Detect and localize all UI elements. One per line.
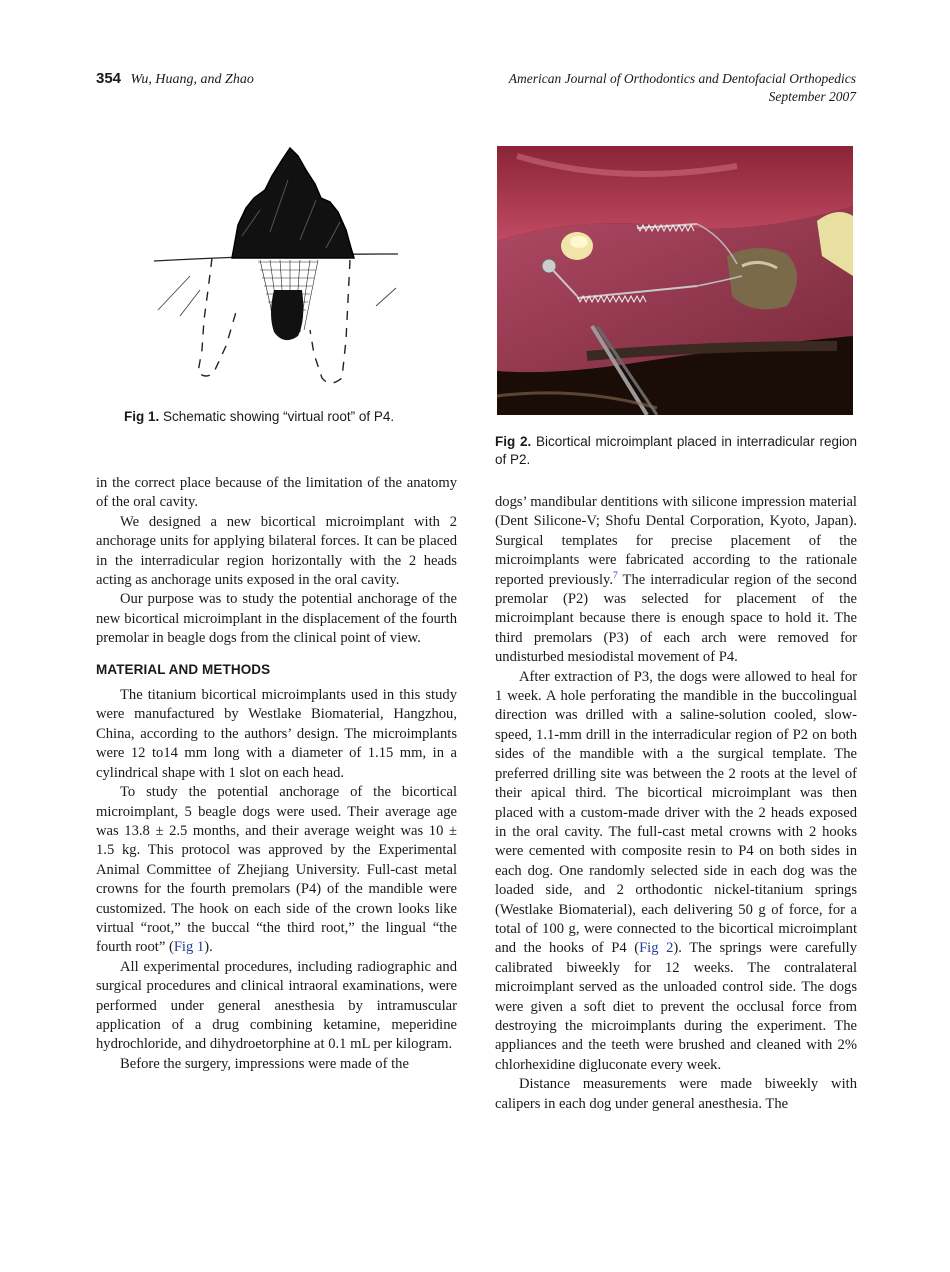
- paragraph: [96, 783, 457, 958]
- paragraph: Distance measurements were made biweekly with calipers in each dog under general anesthesia. The: [495, 1076, 857, 1112]
- left-column: [96, 474, 457, 1074]
- paragraph: Before the surgery, impressions were made of the: [120, 1055, 409, 1072]
- paragraph-text-end: ). The springs were carefully calibrated biweekly for 12 weeks. The contralateral microimplant served as the unloaded control side. The dogs were given a soft diet to prevent the occlusal force from destroying the microimplants during the experiment. The appliances and the teeth were brushed and cleaned with 2% chlorhexidine digluconate every week.: [495, 940, 857, 1073]
- paragraph: All experimental procedures, including radiographic and surgical procedures and clinical intraoral examinations, were performed under general anesthesia by intramuscular application of a drug combining ketamine, meperidine hydrochloride, and dihydroetorphine at 0.1 mL per kilogram.: [96, 958, 457, 1053]
- figure-2-caption-text: Bicortical microimplant placed in interradicular region of P2.: [495, 434, 857, 467]
- paragraph: [495, 493, 857, 668]
- paragraph: We designed a new bicortical microimplant with 2 anchorage units for applying bilateral forces. It can be placed in the interradicular region horizontally with the 2 heads acting as anchorage units exposed in the oral cavity.: [96, 513, 457, 589]
- right-column: [495, 493, 857, 1114]
- running-header-left: [96, 70, 254, 88]
- figure-1-label: Fig 1.: [124, 409, 160, 424]
- paragraph-text-end: The interradicular region of the second premolar (P2) was selected for placement of the microimplant because there is enough space to hold it. The third premolars (P3) of each arch were removed for undisturbed mesiodistal movement of P4.: [495, 571, 857, 666]
- paragraph: The titanium bicortical microimplants used in this study were manufactured by Westlake Biomaterial, Hangzhou, China, according to the authors’ design. The microimplants were 12 to14 mm long with a diameter of 1.15 mm, in a cylindrical shape with 1 slot on each head.: [96, 687, 457, 781]
- figure-2-photo: [497, 146, 853, 415]
- header-authors: Wu, Huang, and Zhao: [130, 72, 254, 87]
- paragraph-text: To study the potential anchorage of the bicortical microimplant, 5 beagle dogs were used. Their average age was 13.8 ± 2.5 months, and their average weight was 10 ± 1.5 kg. This protocol was approved by the Experimental Animal Committee of Zhejiang University. Full-cast metal crowns for the fourth premolars (P4) of the mandible were customized. The hook on each side of the crown looks like virtual “root,” the buccal “the third root,” the lingual “the fourth root” (: [96, 784, 457, 956]
- figure-2-caption: [495, 433, 857, 469]
- paragraph: in the correct place because of the limitation of the anatomy of the oral cavity.: [96, 475, 457, 511]
- paragraph: Our purpose was to study the potential anchorage of the new bicortical microimplant in the displacement of the fourth premolar in beagle dogs from the clinical point of view.: [96, 591, 457, 647]
- figure-2-reference-link[interactable]: Fig 2: [639, 940, 674, 957]
- issue-date: September 2007: [768, 89, 856, 104]
- paragraph-text-end: ).: [204, 939, 213, 956]
- section-heading: MATERIAL AND METHODS: [96, 661, 271, 677]
- paragraph: [495, 668, 857, 1076]
- figure-1-schematic: [150, 140, 400, 395]
- figure-1-caption: [124, 409, 464, 424]
- journal-title: American Journal of Orthodontics and Dentofacial Orthopedics: [508, 71, 856, 86]
- page-number: 354: [96, 70, 122, 87]
- paragraph-text: After extraction of P3, the dogs were allowed to heal for 1 week. A hole perforating the mandible in the buccolingual direction was drilled with a saline-solution cooled, slow-speed, 1.1-mm drill in the interradicular region of P2 on both sides of the mandible with a the surgical template. The preferred drilling site was between the 2 roots at the level of their apical third. The bicortical microimplant was then placed with a custom-made driver with the 2 heads exposed in the oral cavity. The full-cast metal crowns with 2 hooks were cemented with composite resin to P4 on both sides in each dog. One randomly selected side in each dog was the loaded side, and 2 orthodontic nickel-titanium springs (Westlake Biomaterial), each delivering 50 g of force, for a total of 100 g, were connected to the bicortical microimplant and the hooks of P4 (: [495, 668, 857, 957]
- figure-1-caption-text: Schematic showing “virtual root” of P4.: [163, 409, 395, 424]
- running-header-right: [509, 70, 856, 106]
- paragraph-text: dogs’ mandibular dentitions with silicone impression material (Dent Silicone-V; Shofu Dental Corporation, Kyoto, Japan). Surgical templates for precise placement of the microimplants were fabricated according to the rationale reported previously.: [495, 494, 857, 588]
- figure-1-reference-link[interactable]: Fig 1: [173, 939, 205, 956]
- figure-2-label: Fig 2.: [495, 434, 532, 449]
- citation-7-link[interactable]: 7: [613, 570, 618, 581]
